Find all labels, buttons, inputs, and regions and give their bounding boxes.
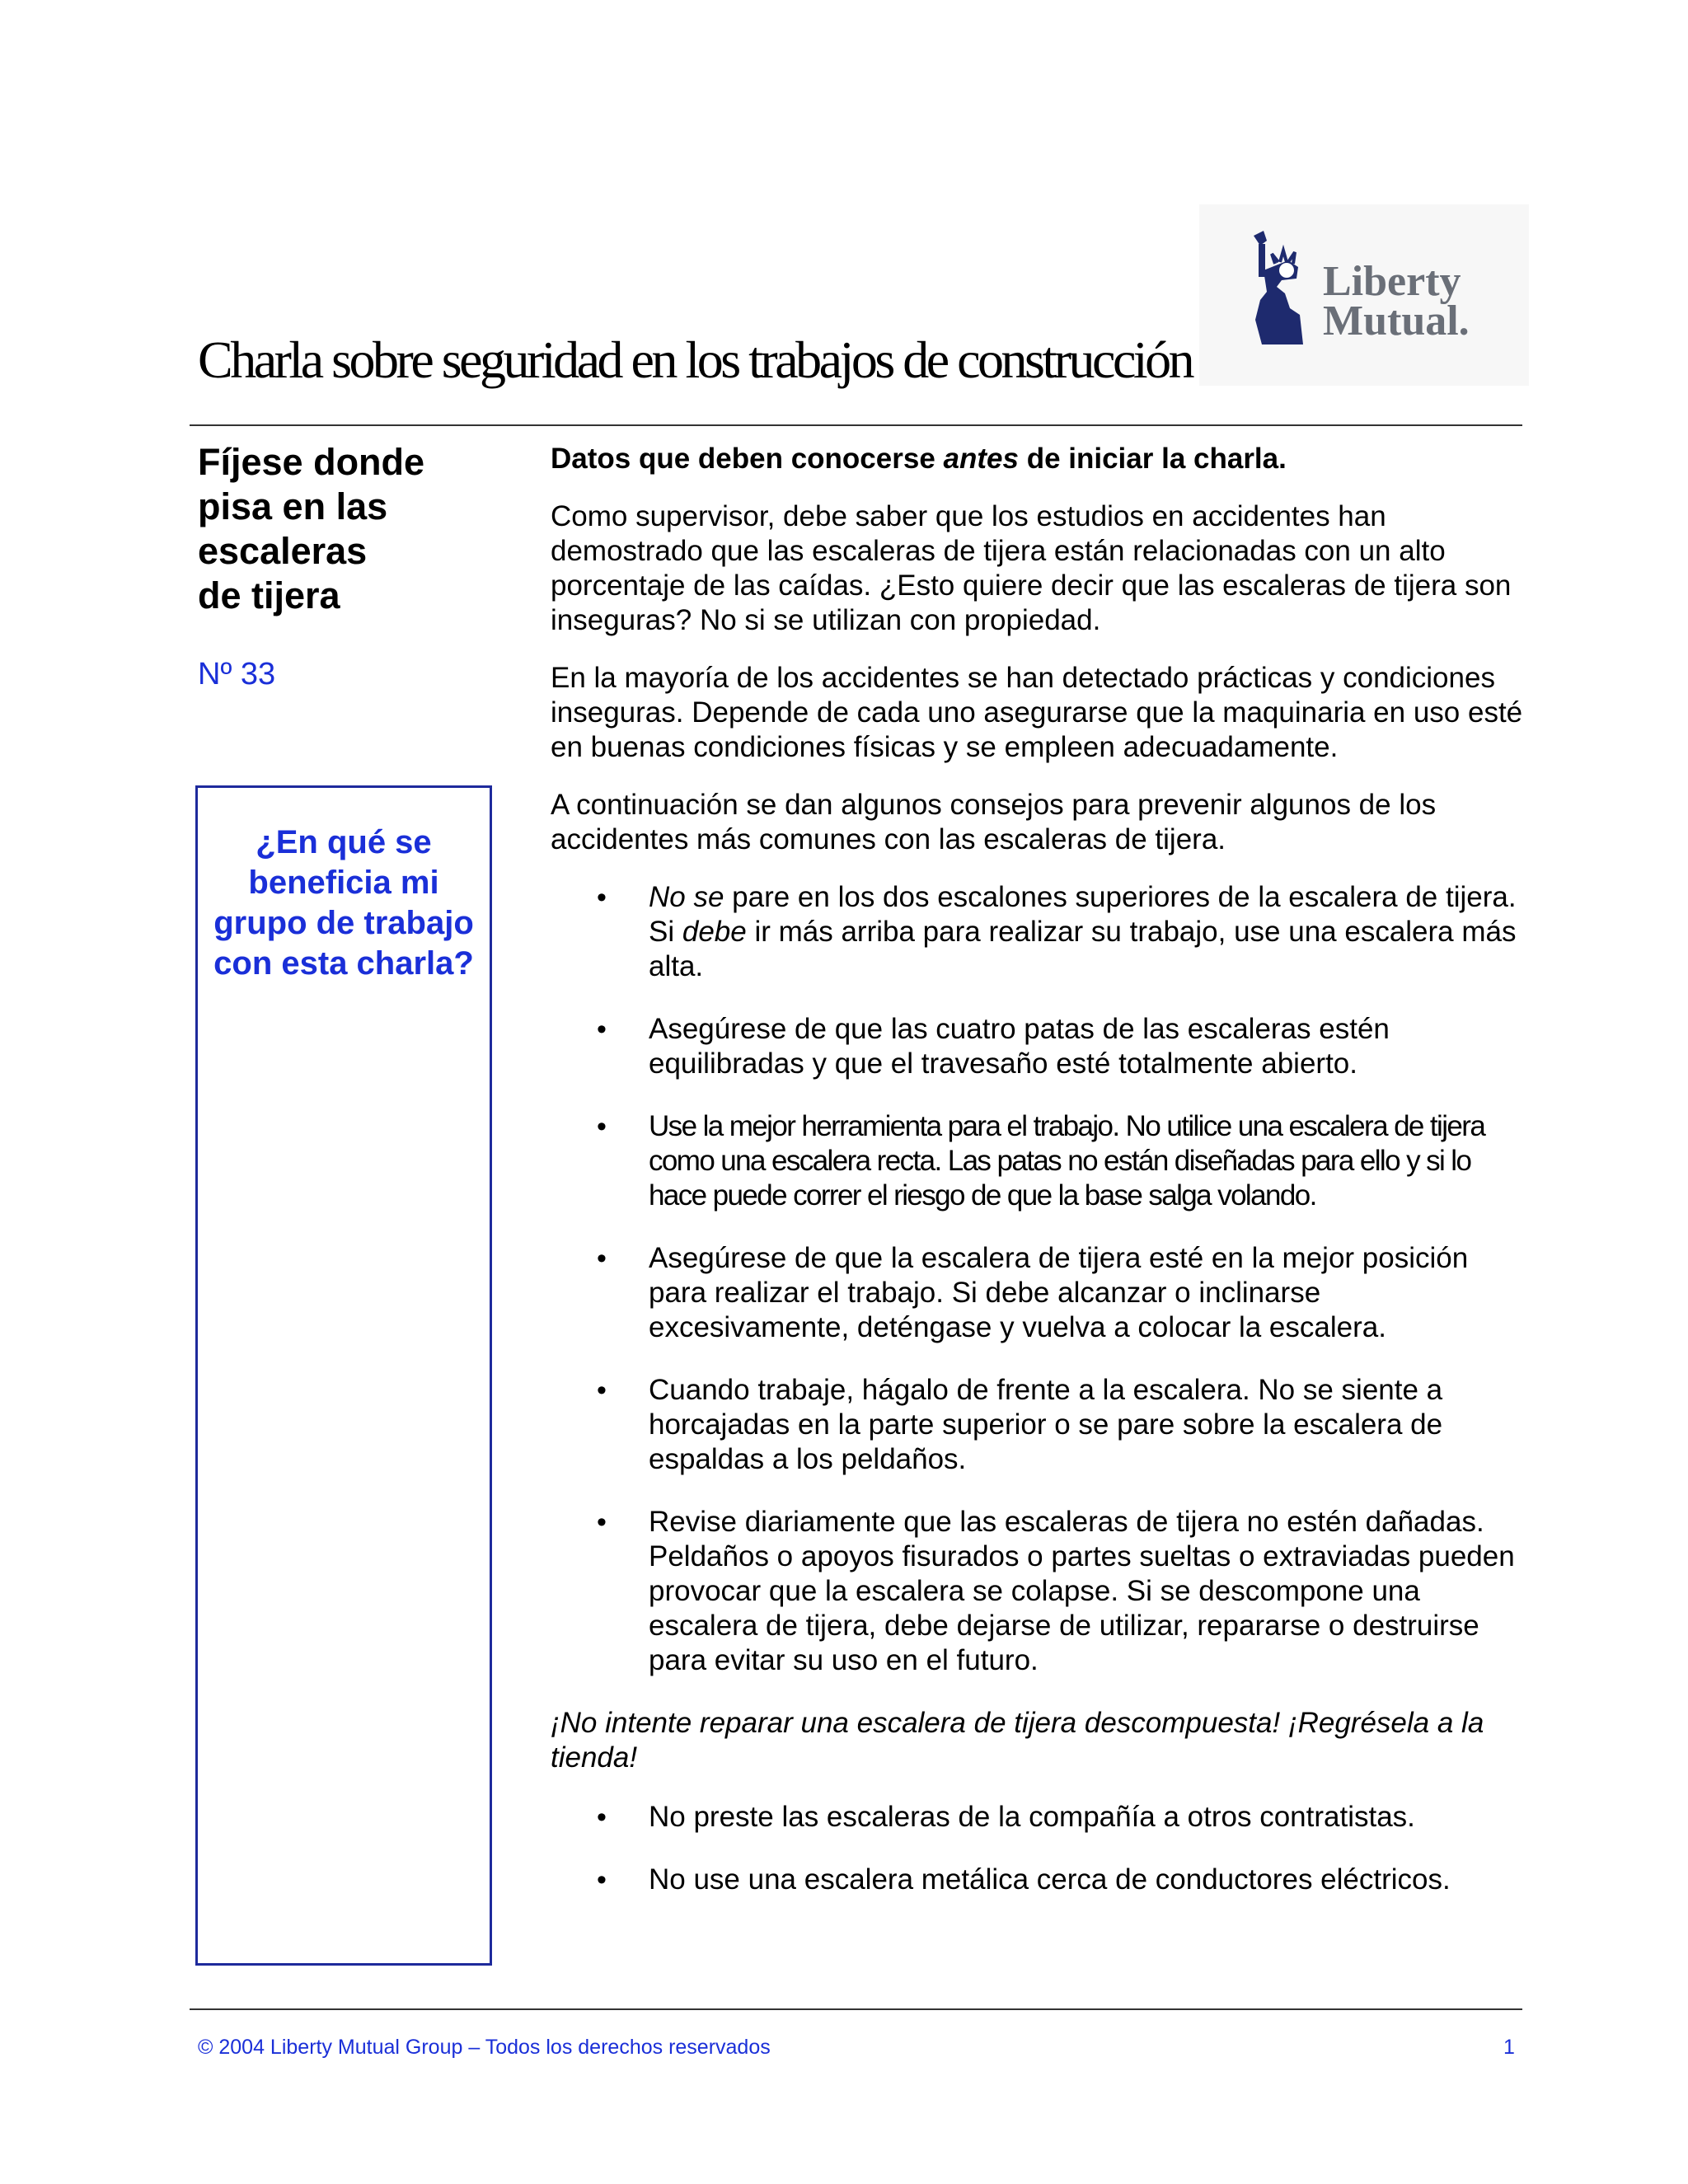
top-divider bbox=[190, 424, 1522, 426]
paragraph: A continuación se dan algunos consejos para prevenir algunos de los accidentes más comunes con las escaleras de tijera. bbox=[551, 789, 1437, 855]
benefit-question-line: ¿En qué se bbox=[256, 824, 432, 860]
intro-text-end: de iniciar la charla. bbox=[1018, 443, 1287, 475]
topic-title-line: de tijera bbox=[198, 574, 340, 616]
topic-title-line: escaleras bbox=[198, 530, 368, 572]
paragraph: Como supervisor, debe saber que los estudios en accidentes han demostrado que las escaleras de tijera están relacionadas con un alto porcentaje de las caídas. ¿Esto quiere decir que las escaleras de tijera son inseguras? No si se utilizan con propiedad. bbox=[551, 500, 1512, 636]
list-item-text: pare en los dos escalones superiores de la escalera de tijera. Si bbox=[649, 881, 1517, 948]
topic-title bbox=[198, 440, 470, 618]
talk-number: Nº 33 bbox=[198, 657, 276, 691]
logo-text-mutual: Mutual. bbox=[1323, 298, 1470, 344]
paragraph: En la mayoría de los accidentes se han detectado prácticas y condiciones inseguras. Depende de cada uno asegurarse que la maquinaria en uso esté en buenas condiciones físicas y se empleen adecuadamente. bbox=[551, 662, 1523, 763]
list-item-text: ir más arriba para realizar su trabajo, use una escalera más alta. bbox=[649, 916, 1517, 982]
topic-title-line: pisa en las bbox=[198, 485, 388, 527]
statue-of-liberty-icon bbox=[1239, 229, 1321, 353]
topic-title-line: Fíjese donde bbox=[198, 441, 425, 483]
emphasis: No se bbox=[649, 881, 724, 913]
liberty-mutual-logo bbox=[1199, 204, 1529, 386]
benefit-question-line: beneficia mi bbox=[248, 865, 439, 901]
list-item: • Use la mejor herramienta para el trabajo. No utilice una escalera de tijera como una escalera recta. Las patas no están diseñadas para ello y si lo hace puede correr el riesgo de que la base salga volando. bbox=[551, 1109, 1523, 1213]
bottom-divider bbox=[190, 2008, 1522, 2010]
benefit-question-line: con esta charla? bbox=[213, 945, 474, 982]
document-title: Charla sobre seguridad en los trabajos de construcción bbox=[198, 330, 1193, 389]
benefit-question bbox=[198, 823, 490, 984]
intro-heading bbox=[551, 442, 1523, 476]
closing-warning: ¡No intente reparar una escalera de tijera descompuesta! ¡Regrésela a la tienda! bbox=[551, 1707, 1484, 1774]
tips-list bbox=[551, 880, 1523, 1678]
benefit-box bbox=[195, 785, 492, 1966]
extra-tips-list bbox=[551, 1800, 1523, 1897]
list-item: • Asegúrese de que las cuatro patas de las escaleras estén equilibradas y que el travesaño esté totalmente abierto. bbox=[551, 1012, 1523, 1081]
benefit-question-line: grupo de trabajo bbox=[213, 905, 474, 941]
logo-text-liberty: Liberty bbox=[1323, 258, 1461, 305]
list-item: • Asegúrese de que la escalera de tijera esté en la mejor posición para realizar el trabajo. Si debe alcanzar o inclinarse excesivamente, deténgase y vuelva a colocar la escalera. bbox=[551, 1241, 1523, 1345]
list-item bbox=[551, 880, 1523, 984]
emphasis: debe bbox=[682, 916, 747, 948]
page-number: 1 bbox=[1503, 2036, 1515, 2059]
intro-text: Datos que deben conocerse bbox=[551, 443, 944, 475]
intro-emphasis: antes bbox=[943, 443, 1019, 475]
list-item: • Cuando trabaje, hágalo de frente a la escalera. No se siente a horcajadas en la parte superior o se pare sobre la escalera de espaldas a los peldaños. bbox=[551, 1373, 1523, 1477]
main-content bbox=[551, 442, 1523, 1925]
list-item: • Revise diariamente que las escaleras de tijera no estén dañadas. Peldaños o apoyos fisurados o partes sueltas o extraviadas pueden provocar que la escalera se colapse. Si se descompone una escalera de tijera, debe dejarse de utilizar, repararse o destruirse para evitar su uso en el futuro. bbox=[551, 1505, 1523, 1678]
copyright-footer: © 2004 Liberty Mutual Group – Todos los derechos reservados bbox=[198, 2036, 771, 2059]
list-item: • No use una escalera metálica cerca de conductores eléctricos. bbox=[551, 1863, 1523, 1897]
list-item: • No preste las escaleras de la compañía a otros contratistas. bbox=[551, 1800, 1523, 1835]
